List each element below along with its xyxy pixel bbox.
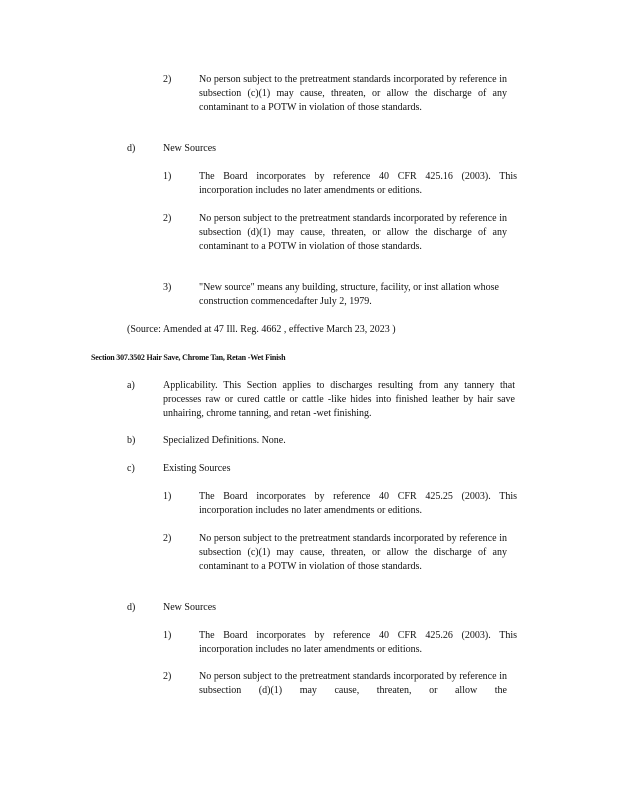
subsection-marker: b) bbox=[127, 435, 136, 446]
subsection-marker: c) bbox=[127, 463, 135, 474]
subsection-marker: d) bbox=[127, 143, 136, 154]
source-note: (Source: Amended at 47 Ill. Reg. 4662 , effective March 23, 2023 ) bbox=[127, 324, 396, 335]
item-text: No person subject to the pretreatment standards incorporated by reference in subsection (c)(1) may cause, threaten, or allow the discharge of any contaminant to a POTW in violation of those standards. bbox=[199, 533, 507, 572]
item-text: No person subject to the pretreatment standards incorporated by reference in subsection (d)(1) may cause, threaten, or allow the bbox=[199, 671, 507, 696]
subsection-text: Applicability. This Section applies to discharges resulting from any tannery that processes raw or cured cattle or cattle -like hides into finished leather by hair save unhairing, chrome tanning, and retan -wet finishing. bbox=[163, 380, 515, 419]
subsection-marker: a) bbox=[127, 380, 135, 391]
item-text: The Board incorporates by reference 40 CFR 425.16 (2003). This incorporation includes no later amendments or editions. bbox=[199, 171, 517, 196]
section-heading: Section 307.3502 Hair Save, Chrome Tan, Retan -Wet Finish bbox=[91, 353, 286, 362]
item-marker: 2) bbox=[163, 74, 172, 85]
item-marker: 1) bbox=[163, 630, 172, 641]
item-marker: 2) bbox=[163, 533, 172, 544]
subsection-title: New Sources bbox=[163, 602, 217, 613]
subsection-title: Existing Sources bbox=[163, 463, 231, 474]
item-marker: 1) bbox=[163, 491, 172, 502]
subsection-text: Specialized Definitions. None. bbox=[163, 435, 286, 446]
subsection-title: New Sources bbox=[163, 143, 217, 154]
item-text: "New source" means any building, structure, facility, or inst allation whose construction commencedafter July 2, 1979. bbox=[199, 282, 499, 307]
item-marker: 1) bbox=[163, 171, 172, 182]
item-text: No person subject to the pretreatment standards incorporated by reference in subsection (d)(1) may cause, threaten, or allow the discharge of any contaminant to a POTW in violation of those standards. bbox=[199, 213, 507, 252]
item-text: The Board incorporates by reference 40 CFR 425.26 (2003). This incorporation includes no later amendments or editions. bbox=[199, 630, 517, 655]
item-marker: 3) bbox=[163, 282, 172, 293]
item-text: No person subject to the pretreatment standards incorporated by reference in subsection (c)(1) may cause, threaten, or allow the discharge of any contaminant to a POTW in violation of those standards. bbox=[199, 74, 507, 113]
subsection-marker: d) bbox=[127, 602, 136, 613]
item-marker: 2) bbox=[163, 671, 172, 682]
item-marker: 2) bbox=[163, 213, 172, 224]
item-text: The Board incorporates by reference 40 CFR 425.25 (2003). This incorporation includes no later amendments or editions. bbox=[199, 491, 517, 516]
